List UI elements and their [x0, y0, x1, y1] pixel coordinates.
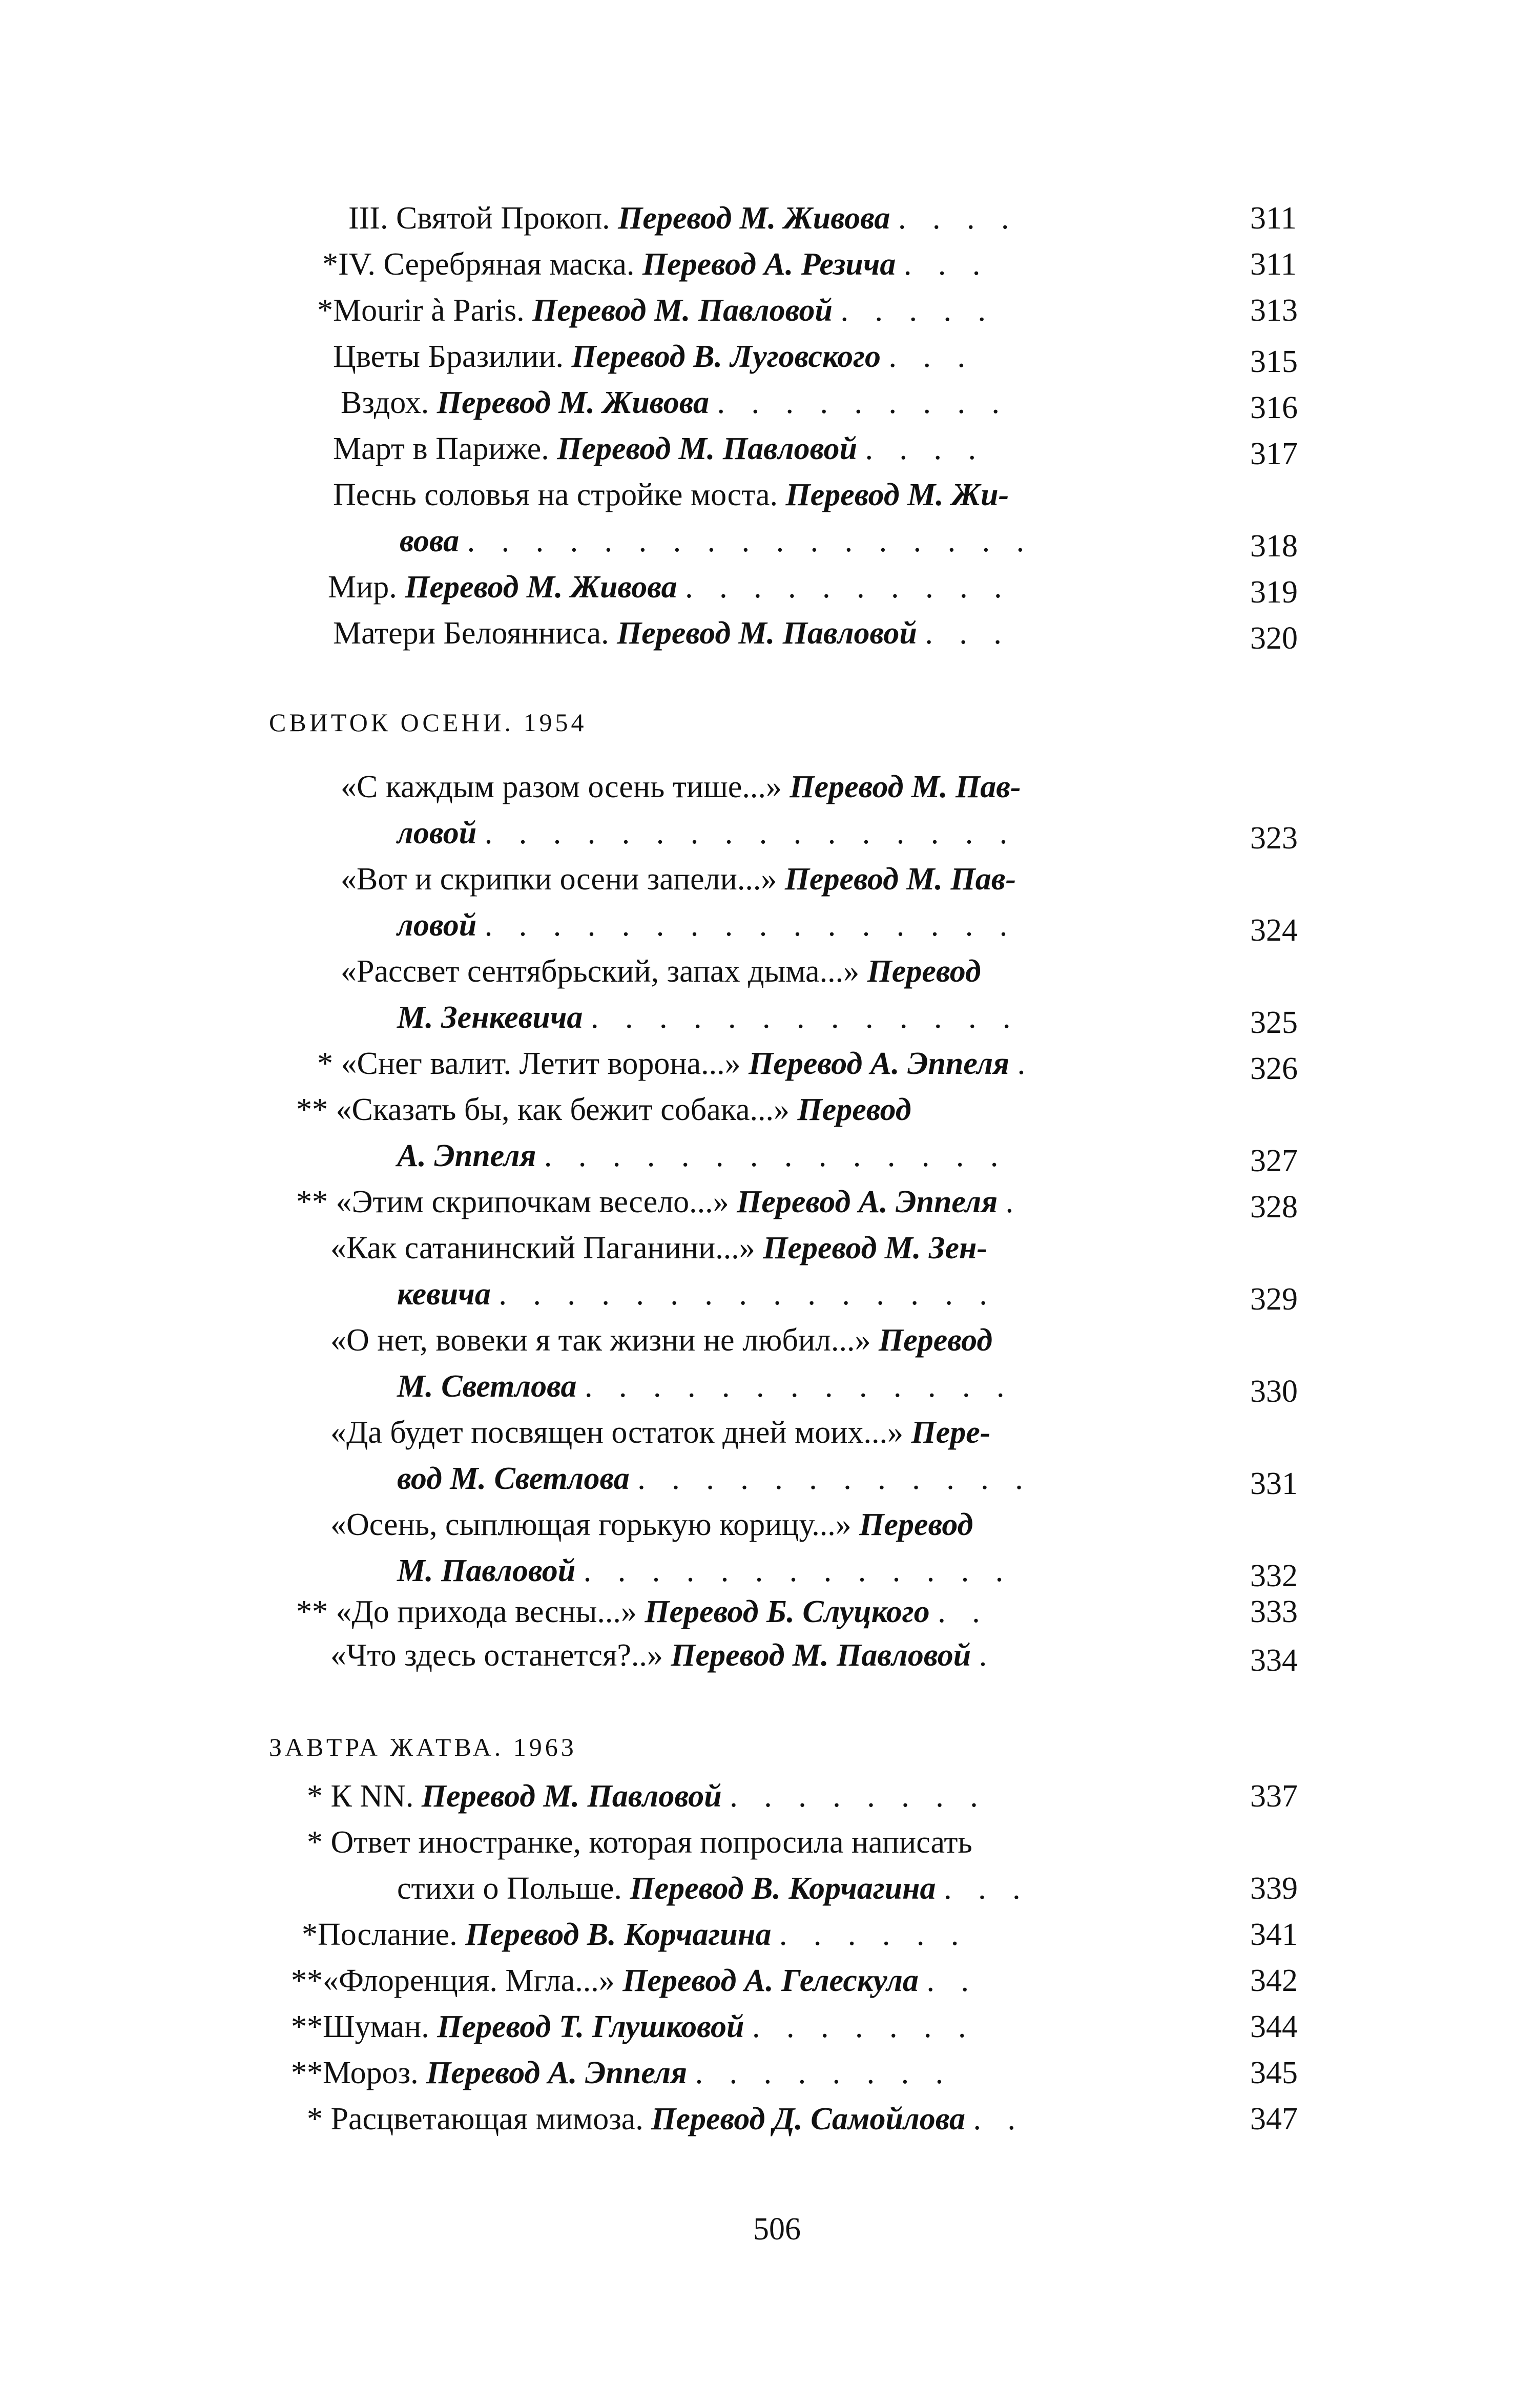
entry-translator: Перевод М. Павловой [421, 1779, 722, 1814]
entry-title: «О нет, вовеки я так жизни не любил...» [330, 1323, 871, 1358]
entry-page-number: 334 [1250, 1643, 1298, 1678]
entry-title: Mourir à Paris. [333, 293, 525, 328]
entry-translator: Пере- [911, 1415, 991, 1450]
entry-title: Матери Белоянниса. [333, 616, 609, 651]
asterisk-mark: * [307, 2102, 323, 2136]
entry-translator: Перевод [859, 1507, 973, 1542]
asterisk-mark: ** [296, 1092, 328, 1127]
entry-translator: Перевод Б. Слуцкого [645, 1594, 930, 1629]
entry-page-number: 332 [1250, 1559, 1298, 1593]
asterisk-mark: * [317, 1046, 333, 1081]
section-heading: СВИТОК ОСЕНИ. 1954 [269, 708, 587, 737]
entry-translator: Перевод А. Резича [642, 247, 896, 282]
toc-entry: * К NN. Перевод М. Павловой . . . . . . . . [287, 1780, 987, 1812]
entry-translator-cont: ловой [397, 908, 477, 943]
entry-translator: Перевод М. Живова [437, 385, 710, 420]
entry-translator: Перевод М. Павловой [671, 1638, 971, 1673]
entry-title: Расцветающая мимоза. [330, 2102, 643, 2136]
asterisk-mark: ** [296, 1594, 328, 1629]
toc-entry: *Послание. Перевод В. Корчагина . . . . . . [297, 1919, 968, 1950]
page-number: 506 [753, 2212, 801, 2247]
toc-entry: *Mourir à Paris. Перевод М. Павловой . . . . . [302, 295, 995, 326]
entry-title: К NN. [330, 1779, 414, 1814]
entry-page-number: 345 [1250, 2056, 1298, 2090]
entry-page-number: 315 [1250, 344, 1298, 379]
entry-title: Ответ иностранке, которая попросила написать [330, 1825, 972, 1860]
entry-title: «Снег валит. Летит ворона...» [341, 1046, 741, 1081]
toc-entry: Мир. Перевод М. Живова . . . . . . . . . . [328, 570, 1011, 605]
entry-page-number: 331 [1250, 1466, 1298, 1501]
entry-page-number: 317 [1250, 437, 1298, 471]
toc-entry-continuation: кевича . . . . . . . . . . . . . . . [397, 1277, 996, 1312]
toc-entry: «Что здесь останется?..» Перевод М. Павловой . [330, 1638, 996, 1673]
asterisk-mark: ** [296, 1185, 328, 1219]
toc-entry: *IV. Серебряная маска. Перевод А. Резича . . . [307, 248, 989, 280]
asterisk-mark: * [307, 1825, 323, 1860]
entry-translator: Перевод Т. Глушковой [437, 2009, 744, 2044]
entry-page-number: 319 [1250, 575, 1298, 610]
entry-title: Цветы Бразилии. [333, 339, 564, 374]
entry-page-number: 325 [1250, 1005, 1298, 1040]
entry-translator: Перевод В. Корчагина [465, 1917, 772, 1952]
toc-entry-continuation: вод М. Светлова . . . . . . . . . . . . [397, 1461, 1032, 1496]
entry-translator: Перевод [867, 954, 981, 989]
toc-entry: * Расцветающая мимоза. Перевод Д. Самойлова . . [297, 2103, 1025, 2135]
entry-title-cont: стихи о Польше. [397, 1871, 622, 1906]
entry-title: «Сказать бы, как бежит собака...» [336, 1092, 790, 1127]
toc-entry: Матери Белоянниса. Перевод М. Павловой . . . [333, 616, 1011, 651]
entry-translator: Перевод М. Живова [405, 570, 677, 605]
entry-page-number: 333 [1250, 1594, 1298, 1629]
entry-page-number: 313 [1250, 293, 1298, 328]
entry-translator: Перевод М. Павловой [617, 616, 917, 651]
entry-translator: Перевод Д. Самойлова [651, 2102, 966, 2136]
entry-title: «До прихода весны...» [336, 1594, 637, 1629]
toc-entry-continuation: А. Эппеля . . . . . . . . . . . . . . [397, 1138, 1008, 1173]
entry-translator: Перевод М. Павловой [532, 293, 833, 328]
entry-title: Песнь соловья на стройке моста. [333, 478, 778, 512]
entry-title: «Рассвет сентябрьский, запах дыма...» [341, 954, 860, 989]
toc-entry [330, 1417, 990, 1448]
entry-title: «Флоренция. Мгла...» [323, 1963, 615, 1998]
entry-page-number: 329 [1250, 1282, 1298, 1317]
entry-page-number: 342 [1250, 1963, 1298, 1998]
asterisk-mark: * [317, 293, 333, 328]
entry-translator: Перевод А. Эппеля [749, 1046, 1010, 1081]
entry-translator: Перевод М. Зен- [763, 1231, 988, 1265]
entry-translator: Перевод М. Пав- [784, 862, 1016, 897]
entry-title: «Вот и скрипки осени запели...» [341, 862, 777, 897]
entry-page-number: 320 [1250, 621, 1298, 656]
entry-page-number: 324 [1250, 913, 1298, 948]
toc-entry: **Мороз. Перевод А. Эппеля . . . . . . . . [287, 2057, 952, 2089]
entry-translator-cont: М. Светлова [397, 1369, 577, 1404]
section-heading: ЗАВТРА ЖАТВА. 1963 [269, 1733, 577, 1761]
entry-title: Мир. [328, 570, 397, 605]
entry-translator: Перевод М. Жи- [785, 478, 1009, 512]
entry-page-number: 316 [1250, 390, 1298, 425]
asterisk-mark: ** [291, 2056, 323, 2090]
toc-entry-continuation: стихи о Польше. Перевод В. Корчагина . . . [397, 1871, 1030, 1906]
entry-page-number: 330 [1250, 1374, 1298, 1409]
entry-translator-cont: кевича [397, 1277, 491, 1312]
asterisk-mark: ** [291, 2009, 323, 2044]
entry-translator: Перевод М. Живова [618, 201, 890, 236]
asterisk-mark: ** [291, 1963, 323, 1998]
entry-translator-cont: вод М. Светлова [397, 1461, 630, 1496]
entry-translator-cont: вова [400, 524, 460, 558]
entry-translator-cont: М. Зенкевича [397, 1000, 583, 1035]
entry-translator: Перевод М. Пав- [790, 770, 1021, 804]
toc-entry: ** «Этим скрипочкам весело...» Перевод А. Эппеля . [287, 1186, 1023, 1218]
entry-translator: Перевод М. Павловой [557, 431, 858, 466]
entry-translator: Перевод В. Луговского [571, 339, 881, 374]
entry-translator-cont: А. Эппеля [397, 1138, 536, 1173]
toc-entry-continuation: М. Светлова . . . . . . . . . . . . . [397, 1369, 1014, 1404]
toc-entry: **«Флоренция. Мгла...» Перевод А. Гелескула . . [287, 1965, 978, 1997]
entry-translator: Перевод А. Эппеля [426, 2056, 688, 2090]
toc-entry: ** «До прихода весны...» Перевод Б. Слуцкого . . [287, 1596, 989, 1628]
toc-entry: Цветы Бразилии. Перевод В. Луговского . . . [333, 339, 974, 374]
entry-page-number: 326 [1250, 1051, 1298, 1086]
toc-entry-continuation: ловой . . . . . . . . . . . . . . . . [397, 908, 1017, 943]
entry-title: «С каждым разом осень тише...» [341, 770, 782, 804]
asterisk-mark: * [322, 247, 338, 282]
entry-translator: Перевод А. Гелескула [622, 1963, 919, 1998]
toc-entry: **Шуман. Перевод Т. Глушковой . . . . . . . [287, 2011, 975, 2043]
entry-title: IV. Серебряная маска. [338, 247, 635, 282]
toc-entry [341, 771, 1021, 803]
toc-entry [341, 863, 1016, 895]
toc-entry-continuation: ловой . . . . . . . . . . . . . . . . [397, 816, 1017, 850]
toc-entry: Март в Париже. Перевод М. Павловой . . . . [333, 431, 986, 466]
toc-entry-continuation: М. Зенкевича . . . . . . . . . . . . . [397, 1000, 1020, 1035]
entry-title: Послание. [318, 1917, 458, 1952]
toc-entry: Вздох. Перевод М. Живова . . . . . . . . . [341, 385, 1009, 420]
entry-page-number: 344 [1250, 2009, 1298, 2044]
entry-page-number: 337 [1250, 1779, 1298, 1814]
entry-page-number: 341 [1250, 1917, 1298, 1952]
entry-title: Мороз. [323, 2056, 419, 2090]
entry-translator: Перевод А. Эппеля [737, 1185, 998, 1219]
entry-translator-cont: ловой [397, 816, 477, 850]
toc-entry [333, 479, 1009, 511]
toc-entry [330, 1324, 992, 1356]
toc-entry [287, 1094, 911, 1126]
entry-title: III. Святой Прокоп. [348, 201, 610, 236]
entry-title: «Да будет посвящен остаток дней моих...» [330, 1415, 903, 1450]
toc-entry [330, 1509, 973, 1541]
toc-entry-continuation: вова . . . . . . . . . . . . . . . . . [400, 524, 1034, 558]
toc-entry: III. Святой Прокоп. Перевод М. Живова . . . . [348, 201, 1019, 236]
toc-entry-continuation: М. Павловой . . . . . . . . . . . . . [397, 1553, 1013, 1588]
entry-page-number: 323 [1250, 821, 1298, 856]
asterisk-mark: * [307, 1779, 323, 1814]
entry-page-number: 347 [1250, 2102, 1298, 2136]
entry-page-number: 311 [1250, 201, 1297, 236]
entry-translator: Перевод [797, 1092, 911, 1127]
entry-translator: Перевод [878, 1323, 993, 1358]
entry-page-number: 327 [1250, 1144, 1298, 1178]
entry-translator-cont: М. Павловой [397, 1553, 576, 1588]
toc-entry [330, 1232, 987, 1264]
entry-page-number: 339 [1250, 1871, 1298, 1906]
toc-entry [341, 956, 981, 987]
asterisk-mark: * [302, 1917, 318, 1952]
entry-title: «Осень, сыплющая горькую корицу...» [330, 1507, 851, 1542]
entry-title: «Как сатанинский Паганини...» [330, 1231, 755, 1265]
entry-title: «Этим скрипочкам весело...» [336, 1185, 729, 1219]
entry-page-number: 328 [1250, 1190, 1298, 1224]
toc-entry [287, 1826, 972, 1858]
entry-title: Шуман. [323, 2009, 429, 2044]
entry-title: «Что здесь останется?..» [330, 1638, 663, 1673]
entry-page-number: 318 [1250, 529, 1298, 564]
toc-entry: * «Снег валит. Летит ворона...» Перевод А. Эппеля . [297, 1048, 1034, 1080]
entry-translator: Перевод В. Корчагина [630, 1871, 936, 1906]
entry-page-number: 311 [1250, 247, 1297, 282]
entry-title: Вздох. [341, 385, 429, 420]
entry-title: Март в Париже. [333, 431, 549, 466]
